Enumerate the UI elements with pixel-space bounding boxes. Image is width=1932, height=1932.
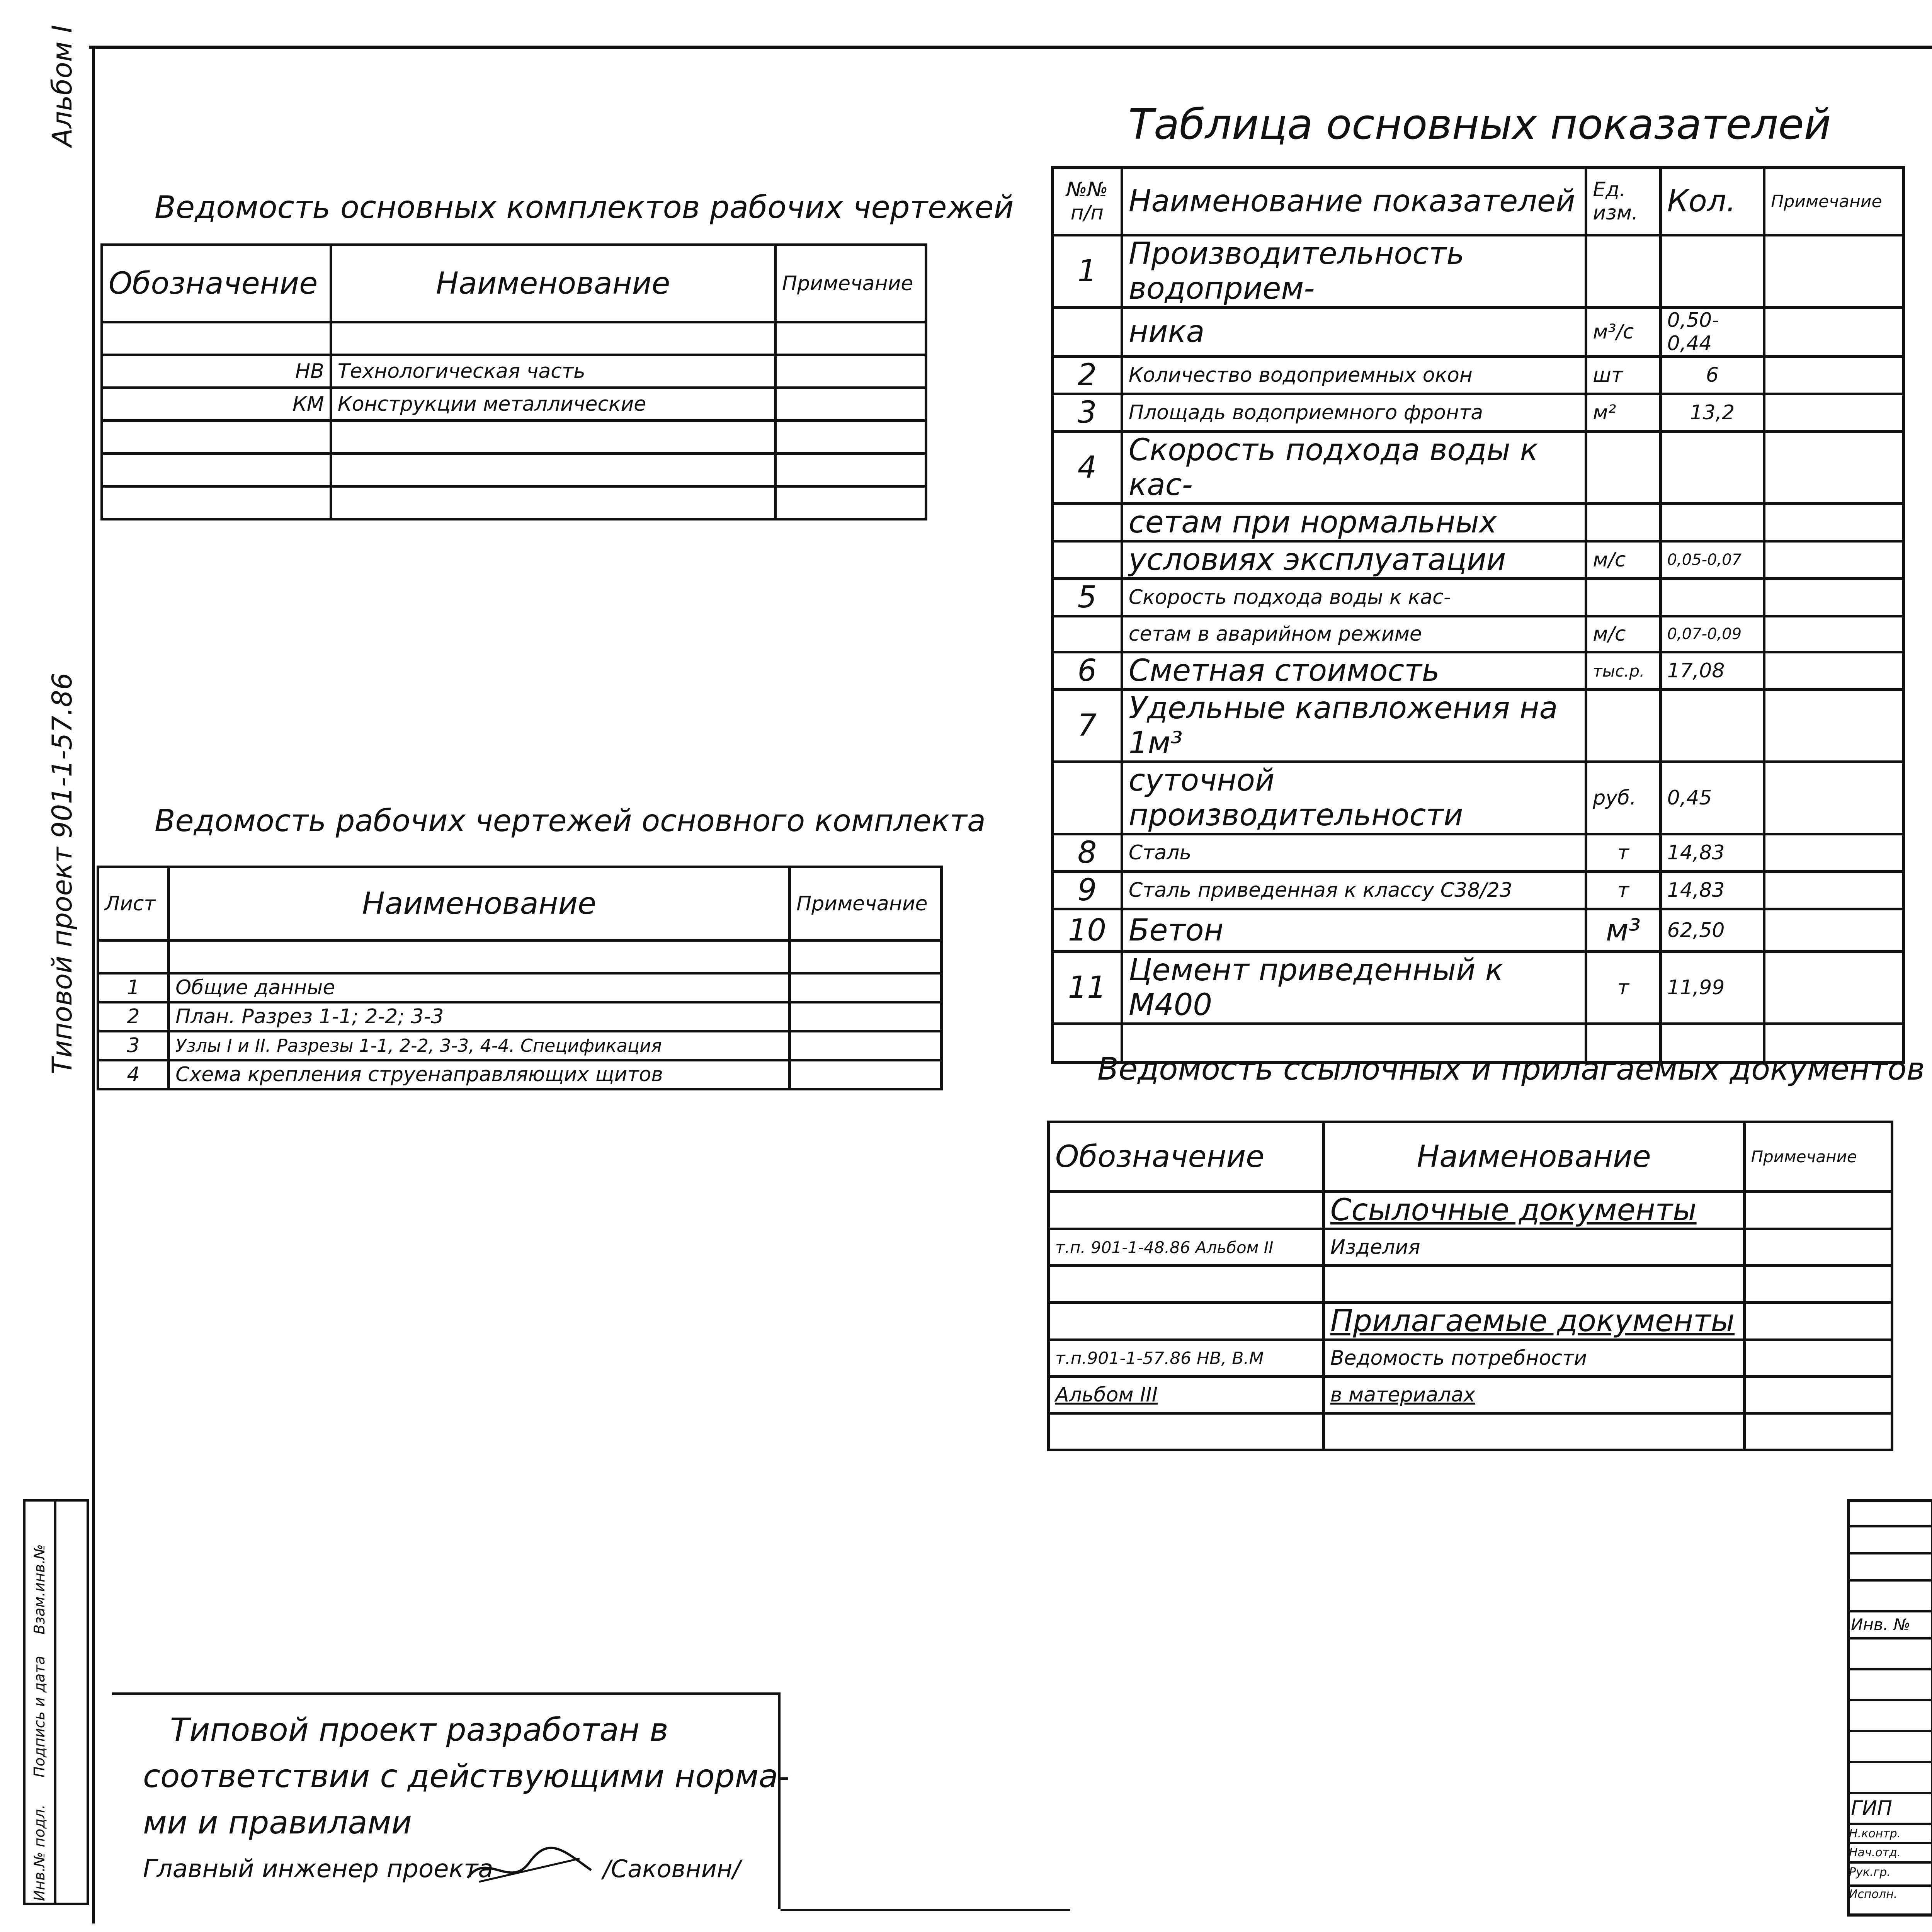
table-row: 9 Сталь приведенная к классу С38/23 т 14,83 bbox=[1053, 872, 1904, 909]
inv-label: Инв. № bbox=[1851, 1615, 1911, 1634]
drawings-title: Ведомость рабочих чертежей основного комплекта bbox=[155, 804, 986, 838]
references-table bbox=[1047, 1121, 1893, 1451]
table-row bbox=[98, 940, 942, 973]
table-row: ника м³/с 0,50-0,44 bbox=[1053, 308, 1904, 357]
table-row: 10 Бетон м³ 62,50 bbox=[1053, 909, 1904, 952]
note-line-1: Типовой проект разработан в bbox=[170, 1712, 668, 1748]
table-row: 2 Количество водоприемных окон шт 6 bbox=[1053, 357, 1904, 394]
table-row bbox=[1049, 1266, 1892, 1303]
table-row bbox=[102, 421, 926, 454]
table-row: Прилагаемые документы bbox=[1049, 1303, 1892, 1340]
left-strip-divider bbox=[54, 1499, 56, 1905]
frame-top-line bbox=[89, 46, 1932, 49]
table-row: Ссылочные документы bbox=[1049, 1192, 1892, 1229]
references-header-code: Обозначение bbox=[1049, 1122, 1324, 1192]
components-header-note: Примечание bbox=[775, 245, 926, 322]
table-row: сетам при нормальных bbox=[1053, 504, 1904, 541]
role-gip: ГИП bbox=[1851, 1797, 1892, 1820]
table-row: 3 Площадь водоприемного фронта м² 13,2 bbox=[1053, 394, 1904, 432]
drawings-table bbox=[97, 866, 943, 1090]
project-side-label: Типовой проект 901-1-57.86 bbox=[46, 672, 78, 1074]
note-line-3: ми и правилами bbox=[143, 1804, 412, 1841]
table-row bbox=[102, 454, 926, 486]
table-row bbox=[102, 322, 926, 355]
note-line-4: Главный инженер проекта bbox=[143, 1855, 493, 1883]
table-row: 5 Скорость подхода воды к кас- bbox=[1053, 579, 1904, 616]
album-side-label: Альбом I bbox=[46, 25, 78, 147]
strip-label-sign: Подпись и дата bbox=[31, 1656, 48, 1777]
table-row: КМ Конструкции металлические bbox=[102, 388, 926, 421]
strip-label-vzam: Взам.инв.№ bbox=[31, 1544, 48, 1634]
drawings-header-name: Наименование bbox=[169, 867, 790, 940]
table-row: сетам в аварийном режиме м/с 0,07-0,09 bbox=[1053, 616, 1904, 652]
table-row: суточной производительности руб. 0,45 bbox=[1053, 762, 1904, 834]
table-row: 8 Сталь т 14,83 bbox=[1053, 834, 1904, 872]
table-row bbox=[1049, 1413, 1892, 1450]
indicators-header-note: Примечание bbox=[1764, 168, 1904, 235]
indicators-header-name: Наименование показателей bbox=[1122, 168, 1586, 235]
indicators-title: Таблица основных показателей bbox=[1128, 100, 1831, 149]
references-title: Ведомость ссылочных и прилагаемых документов bbox=[1097, 1051, 1925, 1087]
chief-engineer-signature bbox=[464, 1843, 599, 1893]
drawings-header-sheet: Лист bbox=[98, 867, 169, 940]
components-title: Ведомость основных комплектов рабочих чертежей bbox=[155, 189, 1014, 225]
signature-name: /Саковнин/ bbox=[603, 1855, 741, 1883]
components-header-name: Наименование bbox=[331, 245, 775, 322]
components-header-code: Обозначение bbox=[102, 245, 331, 322]
indicators-table bbox=[1051, 166, 1905, 1064]
table-row: условиях эксплуатации м/с 0,05-0,07 bbox=[1053, 541, 1904, 579]
table-row: 4 Скорость подхода воды к кас- bbox=[1053, 432, 1904, 504]
indicators-header-qty: Кол. bbox=[1660, 168, 1764, 235]
role-nkontr: Н.контр. bbox=[1849, 1827, 1901, 1840]
role-ispoln: Исполн. bbox=[1849, 1888, 1898, 1901]
table-row: 11 Цемент приведенный к М400 т 11,99 bbox=[1053, 952, 1904, 1024]
table-row: т.п. 901-1-48.86 Альбом II Изделия bbox=[1049, 1229, 1892, 1266]
table-row: 6 Сметная стоимость тыс.р. 17,08 bbox=[1053, 652, 1904, 690]
references-header-name: Наименование bbox=[1323, 1122, 1744, 1192]
drawings-header-note: Примечание bbox=[790, 867, 942, 940]
table-row: т.п.901-1-57.86 НВ, В.М Ведомость потребности bbox=[1049, 1340, 1892, 1377]
table-row: 7 Удельные капвложения на 1м³ bbox=[1053, 690, 1904, 762]
table-row: 3 Узлы I и II. Разрезы 1-1, 2-2, 3-3, 4-4. Спецификация bbox=[98, 1031, 942, 1060]
references-header-note: Примечание bbox=[1744, 1122, 1892, 1192]
strip-label-inv: Инв.№ подл. bbox=[31, 1804, 48, 1901]
frame-bottom-line bbox=[781, 1909, 1070, 1911]
table-row: 2 План. Разрез 1-1; 2-2; 3-3 bbox=[98, 1002, 942, 1031]
frame-left-line bbox=[92, 46, 95, 1923]
table-row bbox=[102, 486, 926, 519]
components-table bbox=[100, 243, 927, 520]
table-row: Альбом III в материалах bbox=[1049, 1377, 1892, 1413]
role-nachotd: Нач.отд. bbox=[1849, 1846, 1901, 1859]
table-row: 1 Общие данные bbox=[98, 973, 942, 1002]
table-row: 4 Схема крепления струенаправляющих щитов bbox=[98, 1060, 942, 1089]
table-row: НВ Технологическая часть bbox=[102, 355, 926, 388]
indicators-header-n: №№ п/п bbox=[1053, 168, 1122, 235]
role-rukgr: Рук.гр. bbox=[1849, 1866, 1891, 1879]
indicators-header-unit: Ед. изм. bbox=[1586, 168, 1660, 235]
note-line-2: соответствии с действующими норма- bbox=[143, 1758, 790, 1795]
table-row: 1 Производительность водоприем- bbox=[1053, 235, 1904, 308]
